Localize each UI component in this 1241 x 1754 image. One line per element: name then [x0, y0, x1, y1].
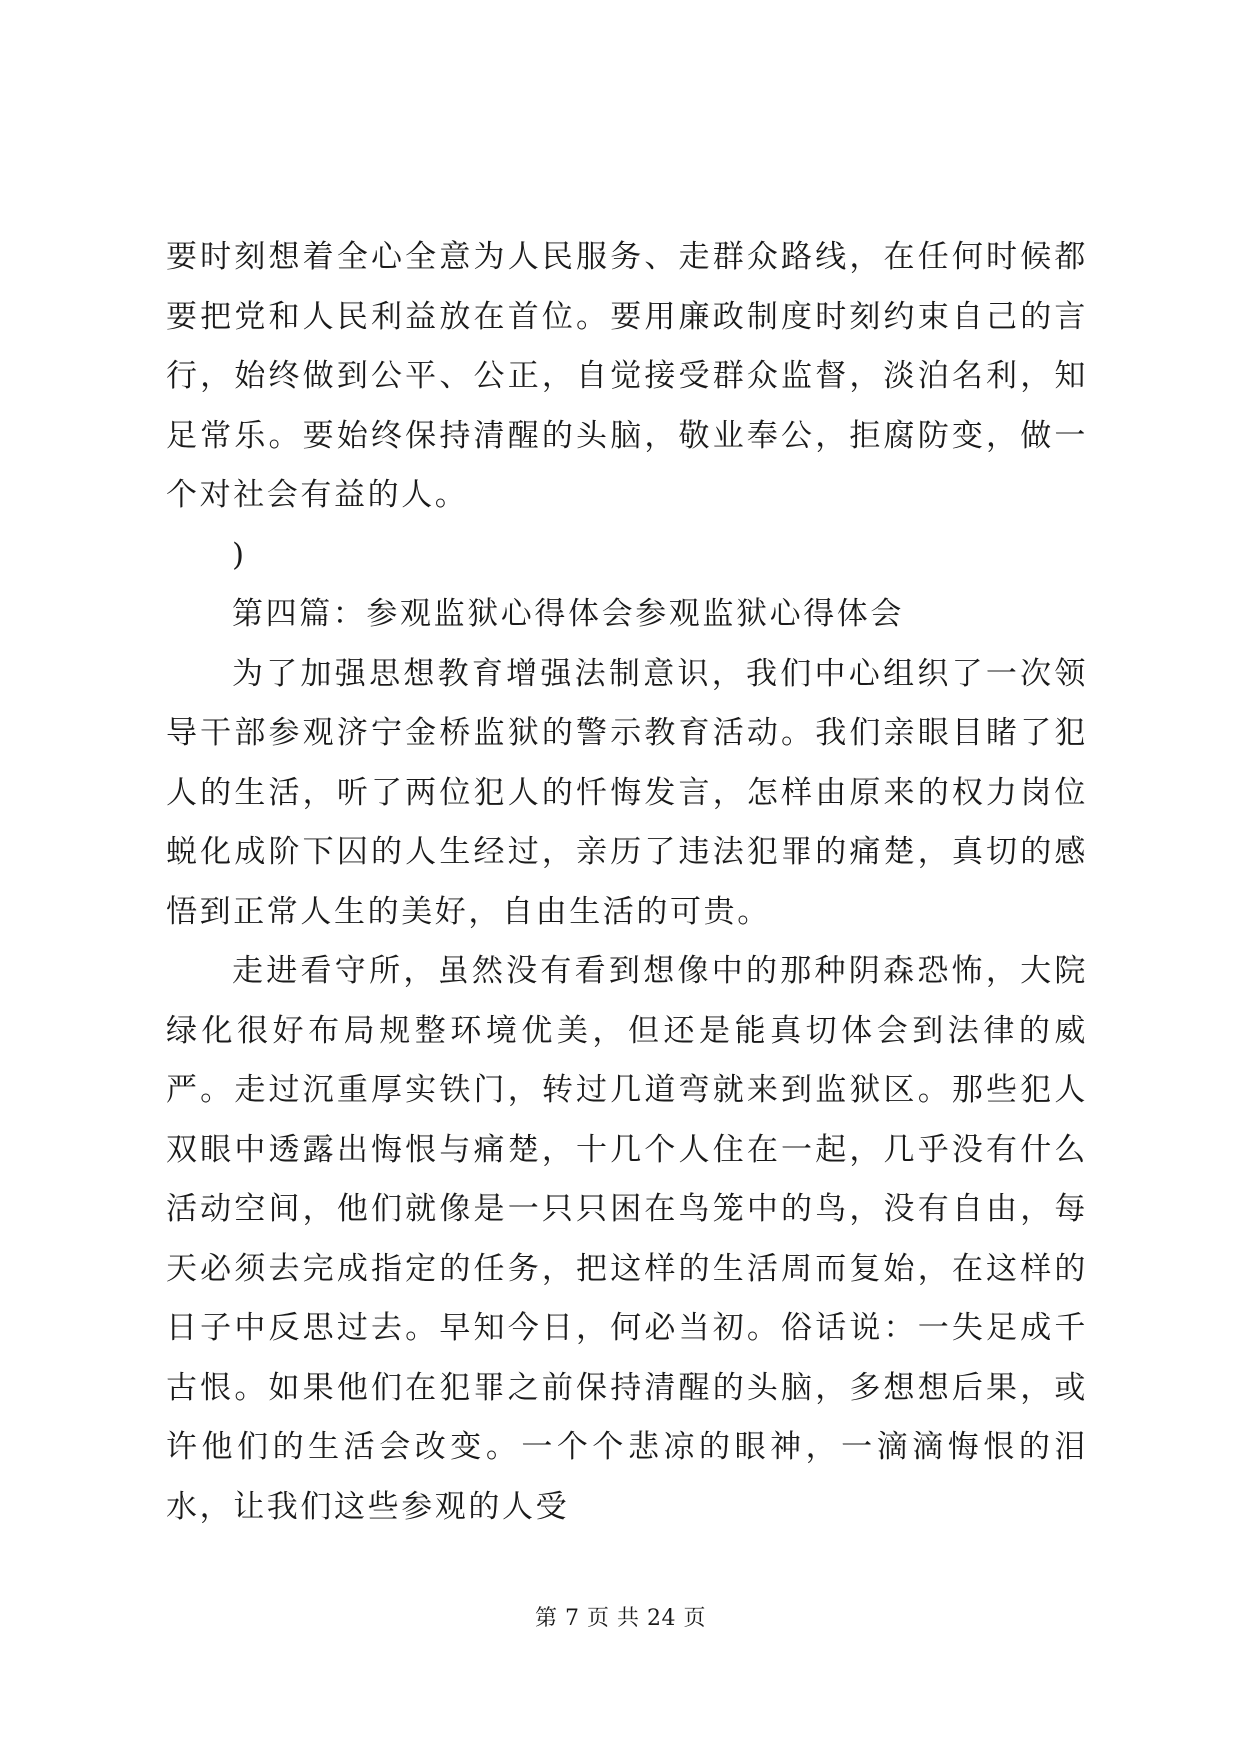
paragraph-intro: 为了加强思想教育增强法制意识，我们中心组织了一次领导干部参观济宁金桥监狱的警示教育活动。我们亲眼目睹了犯人的生活，听了两位犯人的忏悔发言，怎样由原来的权力岗位蜕化成阶下囚的人生经过，亲历了违法犯罪的痛楚，真切的感悟到正常人生的美好，自由生活的可贵。 — [166, 655, 1088, 930]
page-footer: 第 7 页 共 24 页 — [535, 1606, 706, 1631]
document-body — [166, 228, 1088, 1537]
paragraph-visit: 走进看守所，虽然没有看到想像中的那种阴森恐怖，大院绿化很好布局规整环境优美，但还是能真切体会到法律的威严。走过沉重厚实铁门，转过几道弯就来到监狱区。那些犯人双眼中透露出悔恨与痛楚，十几个人住在一起，几乎没有什么活动空间，他们就像是一只只困在鸟笼中的鸟，没有自由，每天必须去完成指定的任务，把这样的生活周而复始，在这样的日子中反思过去。早知今日，何必当初。俗话说：一失足成千古恨。如果他们在犯罪之前保持清醒的头脑，多想想后果，或许他们的生活会改变。一个个悲凉的眼神，一滴滴悔恨的泪水，让我们这些参观的人受 — [166, 953, 1088, 1525]
section-heading: 第四篇：参观监狱心得体会参观监狱心得体会 — [232, 596, 904, 632]
paragraph-continuation: 要时刻想着全心全意为人民服务、走群众路线，在任何时候都要把党和人民利益放在首位。要用廉政制度时刻约束自己的言行，始终做到公平、公正，自觉接受群众监督，淡泊名利，知足常乐。要始终保持清醒的头脑，敬业奉公，拒腐防变，做一个对社会有益的人。 — [166, 239, 1088, 513]
paragraph-stray-parenthesis: ) — [232, 536, 247, 573]
